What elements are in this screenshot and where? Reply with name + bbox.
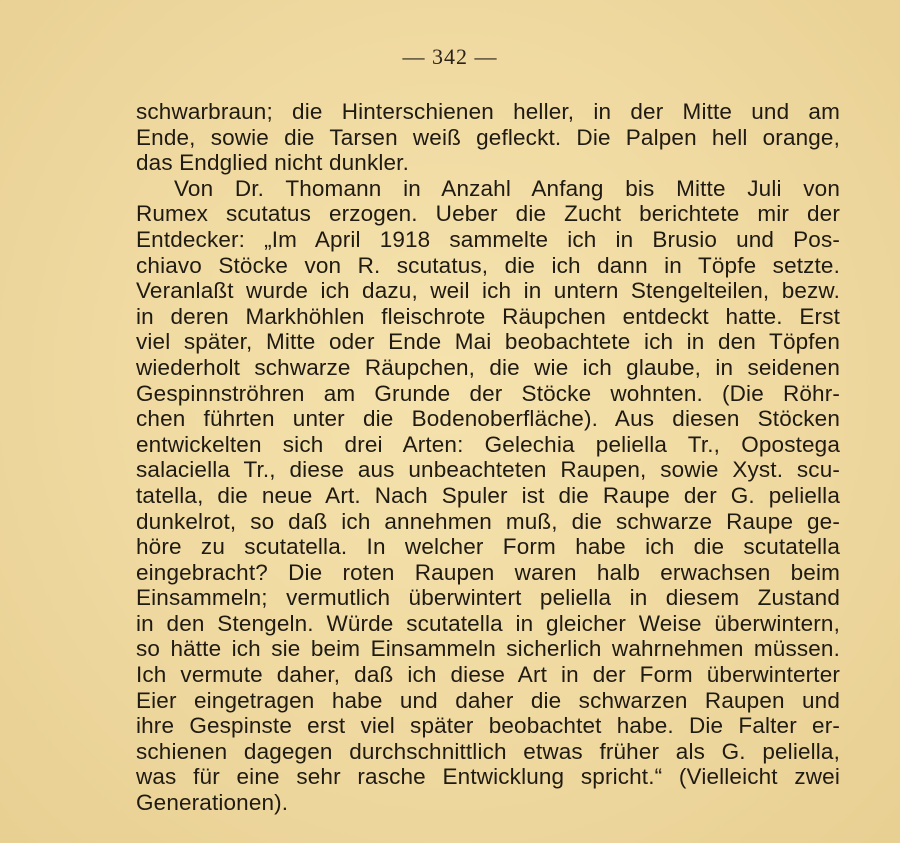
text-line: Rumex scutatus erzogen. Ueber die Zucht berichtete mir der [136,201,840,227]
text-line: in deren Markhöhlen fleischrote Räupchen entdeckt hatte. Erst [136,303,840,329]
text-line: Ich vermute daher, daß ich diese Art in der Form überwinterter [136,662,840,688]
text-line: Generationen). [136,790,289,816]
text-line: wiederholt schwarze Räupchen, die wie ich glaube, in seidenen [136,354,840,380]
text-line: Ende, sowie die Tarsen weiß gefleckt. Die Palpen hell orange, [136,124,840,150]
text-line: ihre Gespinste erst viel später beobachtet habe. Die Falter er- [136,713,840,739]
text-line: chiavo Stöcke von R. scutatus, die ich dann in Töpfe setzte. [136,252,840,278]
text-line: so hätte ich sie beim Einsammeln sicherlich wahrnehmen müssen. [136,636,840,662]
text-line: höre zu scutatella. In welcher Form habe ich die scutatella [136,534,840,560]
text-line: Gespinnströhren am Grunde der Stöcke wohnten. (Die Röhr- [136,380,840,406]
text-line: tatella, die neue Art. Nach Spuler ist die Raupe der G. peliella [136,482,840,508]
text-line: Einsammeln; vermutlich überwintert peliella in diesem Zustand [136,585,840,611]
body-text [136,99,840,816]
text-line: Veranlaßt wurde ich dazu, weil ich in untern Stengelteilen, bezw. [136,278,840,304]
text-line: entwickelten sich drei Arten: Gelechia peliella Tr., Opostega [136,431,840,457]
text-line: chen führten unter die Bodenoberfläche). Aus diesen Stöcken [136,406,840,432]
text-line: salaciella Tr., diese aus unbeachteten Raupen, sowie Xyst. scu- [136,457,840,483]
text-line: dunkelrot, so daß ich annehmen muß, die schwarze Raupe ge- [136,508,840,534]
text-line: schienen dagegen durchschnittlich etwas früher als G. peliella, [136,738,840,764]
text-line: Von Dr. Thomann in Anzahl Anfang bis Mitte Juli von [174,175,840,201]
text-line: was für eine sehr rasche Entwicklung spricht.“ (Vielleicht zwei [136,764,840,790]
text-line: das Endglied nicht dunkler. [136,150,409,176]
text-line: eingebracht? Die roten Raupen waren halb erwachsen beim [136,559,840,585]
text-line: schwarbraun; die Hinterschienen heller, in der Mitte und am [136,99,840,124]
page-number: — 342 — [402,44,498,69]
text-line: Eier eingetragen habe und daher die schwarzen Raupen und [136,687,840,713]
text-line: Entdecker: „Im April 1918 sammelte ich in Brusio und Pos- [136,226,840,252]
text-line: viel später, Mitte oder Ende Mai beobachtete ich in den Töpfen [136,329,840,355]
text-line: in den Stengeln. Würde scutatella in gleicher Weise überwintern, [136,610,840,636]
